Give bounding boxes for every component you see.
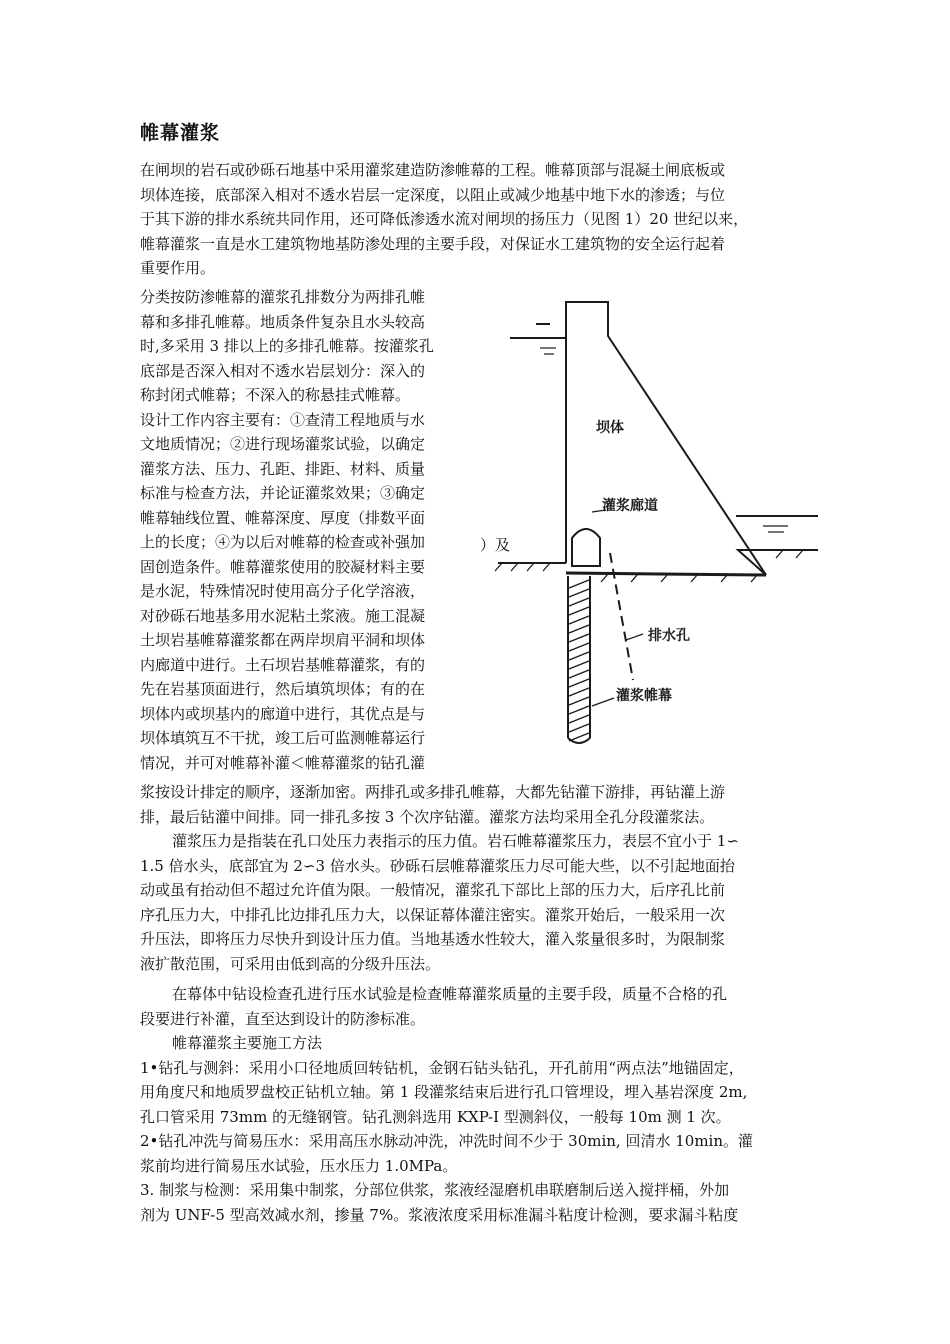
downstream-ground	[738, 550, 818, 575]
body-line: 1•钻孔与测斜：采用小口径地质回转钻机，金钢石钻头钻孔，开孔前用“两点法”地锚固定，	[140, 1058, 744, 1077]
page-title: 帷幕灌浆	[140, 122, 221, 144]
curtain-hatch-stroke	[569, 697, 589, 705]
intro-line: 帷幕灌浆一直是水工建筑物地基防渗处理的主要手段，对保证水工建筑物的安全运行起着	[140, 234, 726, 253]
left-column-line: 土坝岩基帷幕灌浆都在两岸坝肩平洞和坝体	[140, 631, 426, 649]
body-line: 孔口管采用 73mm 的无缝钢管。钻孔测斜选用 KXP-I 型测斜仪，一般每 10m 测 1 次。	[140, 1107, 731, 1126]
label-drain-hole: 排水孔	[648, 628, 690, 644]
label-grouting-gallery: 灌浆廊道	[602, 498, 658, 514]
left-column-line: 幕和多排孔帷幕。地质条件复杂且水头较高	[140, 312, 426, 331]
body-line: 浆按设计排定的顺序，逐渐加密。两排孔或多排孔帷幕，大都先钻灌下游排，再钻灌上游	[140, 783, 726, 801]
curtain-hatch-stroke	[569, 616, 589, 624]
curtain-hatch-stroke	[569, 724, 589, 732]
curtain-hatch-stroke	[569, 715, 589, 723]
label-grout-curtain: 灌浆帷幕	[616, 688, 672, 704]
ground-tick	[631, 574, 638, 582]
left-column-line: 坝体填筑互不干扰，竣工后可监测帷幕运行	[140, 729, 426, 747]
left-column-line: 文地质情况；②进行现场灌浆试验，以确定	[140, 435, 426, 453]
intro-line: 在闸坝的岩石或砂砾石地基中采用灌浆建造防渗帷幕的工程。帷幕顶部与混凝土闸底板或	[140, 161, 726, 179]
body-line: 灌浆压力是指装在孔口处压力表指示的压力值。岩石帷幕灌浆压力，表层不宜小于 1∽	[172, 832, 739, 850]
construction-section	[140, 780, 810, 1227]
curtain-hatch-stroke	[569, 652, 589, 660]
left-column-line: 分类按防渗帷幕的灌浆孔排数分为两排孔帷	[140, 288, 426, 306]
left-column-line: 对砂砾石地基多用水泥粘土浆液。施工混凝	[140, 606, 426, 625]
body-line: 段要进行补灌，直至达到设计的防渗标准。	[140, 1009, 426, 1028]
curtain-hatch-stroke	[569, 634, 589, 642]
left-column-line: 帷幕轴线位置、帷幕深度、厚度（排数平面	[140, 508, 426, 527]
body-line: 液扩散范围，可采用由低到高的分级升压法。	[140, 954, 441, 973]
curtain-hatch-stroke	[569, 706, 589, 714]
body-line: 帷幕灌浆主要施工方法	[172, 1034, 323, 1052]
body-line: 动或虽有抬动但不超过允许值为限。一般情况，灌浆孔下部比上部的压力大，后序孔比前	[140, 881, 726, 899]
left-column-line: 固创造条件。帷幕灌浆使用的胶凝材料主要	[140, 557, 426, 576]
left-column-line: 上的长度；④为以后对帷幕的检查或补强加	[140, 533, 426, 551]
body-line: 1.5 倍水头，底部宜为 2∽3 倍水头。砂砾石层帷幕灌浆压力尽可能大些，以不引起地面抬	[140, 856, 735, 875]
body-line: 浆前均进行简易压水试验，压水压力 1.0MPa。	[140, 1156, 458, 1175]
intro-paragraph	[140, 158, 810, 281]
ground-tick	[601, 574, 608, 582]
curtain-hatch-stroke	[569, 625, 589, 633]
grouting-gallery	[572, 529, 600, 566]
dam-base-line	[566, 573, 766, 575]
caption-fragment: ）及	[480, 536, 511, 554]
body-line: 剂为 UNF-5 型高效减水剂，掺量 7%。浆液浓度采用标准漏斗粘度计检测，要求漏斗粘度	[140, 1205, 739, 1224]
intro-line: 重要作用。	[140, 259, 216, 277]
curtain-hatch-stroke	[569, 598, 589, 606]
left-column-line: 坝体内或坝基内的廊道中进行，其优点是与	[140, 704, 426, 723]
left-column-line: 时,多采用 3 排以上的多排孔帷幕。按灌浆孔	[140, 337, 434, 355]
left-column-line: 先在岩基顶面进行，然后填筑坝体；有的在	[140, 680, 426, 698]
left-column-line: 内廊道中进行。土石坝岩基帷幕灌浆，有的	[140, 655, 426, 674]
body-line: 在幕体中钻设检查孔进行压水试验是检查帷幕灌浆质量的主要手段，质量不合格的孔	[172, 985, 728, 1003]
curtain-hatch-stroke	[569, 580, 589, 588]
body-line: 3. 制浆与检测：采用集中制浆，分部位供浆，浆液经湿磨机串联磨制后送入搅拌桶，外加	[140, 1181, 730, 1199]
body-line: 升压法，即将压力尽快升到设计压力值。当地基透水性较大，灌入浆量很多时，为限制浆	[140, 930, 726, 948]
label-dam-body: 坝体	[596, 420, 624, 436]
left-column-line: 标准与检查方法，并论证灌浆效果；③确定	[140, 484, 426, 502]
intro-line: 于其下游的排水系统共同作用，还可降低渗透水流对闸坝的扬压力（见图 1）20 世纪以来，	[140, 210, 749, 228]
body-line: 2•钻孔冲洗与简易压水：采用高压水脉动冲洗，冲洗时间不少于 30min, 回清水 10min。灌	[140, 1132, 754, 1150]
curtain-hatch-stroke	[569, 688, 589, 696]
dam-diagram-svg	[488, 288, 818, 758]
ground-tick	[527, 563, 534, 571]
left-column-line: 情况，并可对帷幕补灌＜帷幕灌浆的钻孔灌	[140, 753, 426, 772]
curtain-hatch-stroke	[569, 643, 589, 651]
left-column-line: 称封闭式帷幕；不深入的称悬挂式帷幕。	[140, 386, 411, 404]
ground-tick	[776, 550, 783, 558]
drain-label-leader	[626, 634, 643, 640]
curtain-hatch	[569, 580, 589, 741]
left-column-line: 设计工作内容主要有：①查清工程地质与水	[140, 410, 426, 429]
ground-tick	[511, 563, 518, 571]
intro-line: 坝体连接，底部深入相对不透水岩层一定深度，以阻止或减少地基中地下水的渗透；与位	[140, 185, 726, 204]
classification-paragraph	[140, 285, 464, 775]
curtain-label-leader	[592, 698, 614, 706]
left-column-line: 是水泥，特殊情况时使用高分子化学溶液，	[140, 582, 426, 600]
drain-hole-line	[610, 553, 633, 680]
body-line: 序孔压力大，中排孔比边排孔压力大，以保证幕体灌注密实。灌浆开始后，一般采用一次	[140, 905, 726, 924]
ground-tick	[796, 550, 803, 558]
body-line: 排，最后钻灌中间排。同一排孔多按 3 个次序钻灌。灌浆方法均采用全孔分段灌浆法。	[140, 807, 715, 826]
curtain-hatch-stroke	[569, 670, 589, 678]
curtain-hatch-stroke	[569, 607, 589, 615]
body-line: 用角度尺和地质罗盘校正钻机立轴。第 1 段灌浆结束后进行孔口管埋设，埋入基岩深度 2m,	[140, 1083, 748, 1101]
dam-curtain-diagram	[488, 288, 818, 762]
curtain-hatch-stroke	[569, 679, 589, 687]
left-column-line: 灌浆方法、压力、孔距、排距、材料、质量	[140, 459, 426, 478]
ground-tick	[543, 563, 550, 571]
ground-tick	[495, 563, 502, 571]
curtain-hatch-stroke	[569, 589, 589, 597]
left-column-line: 底部是否深入相对不透水岩层划分：深入的	[140, 361, 426, 380]
curtain-hatch-stroke	[569, 661, 589, 669]
